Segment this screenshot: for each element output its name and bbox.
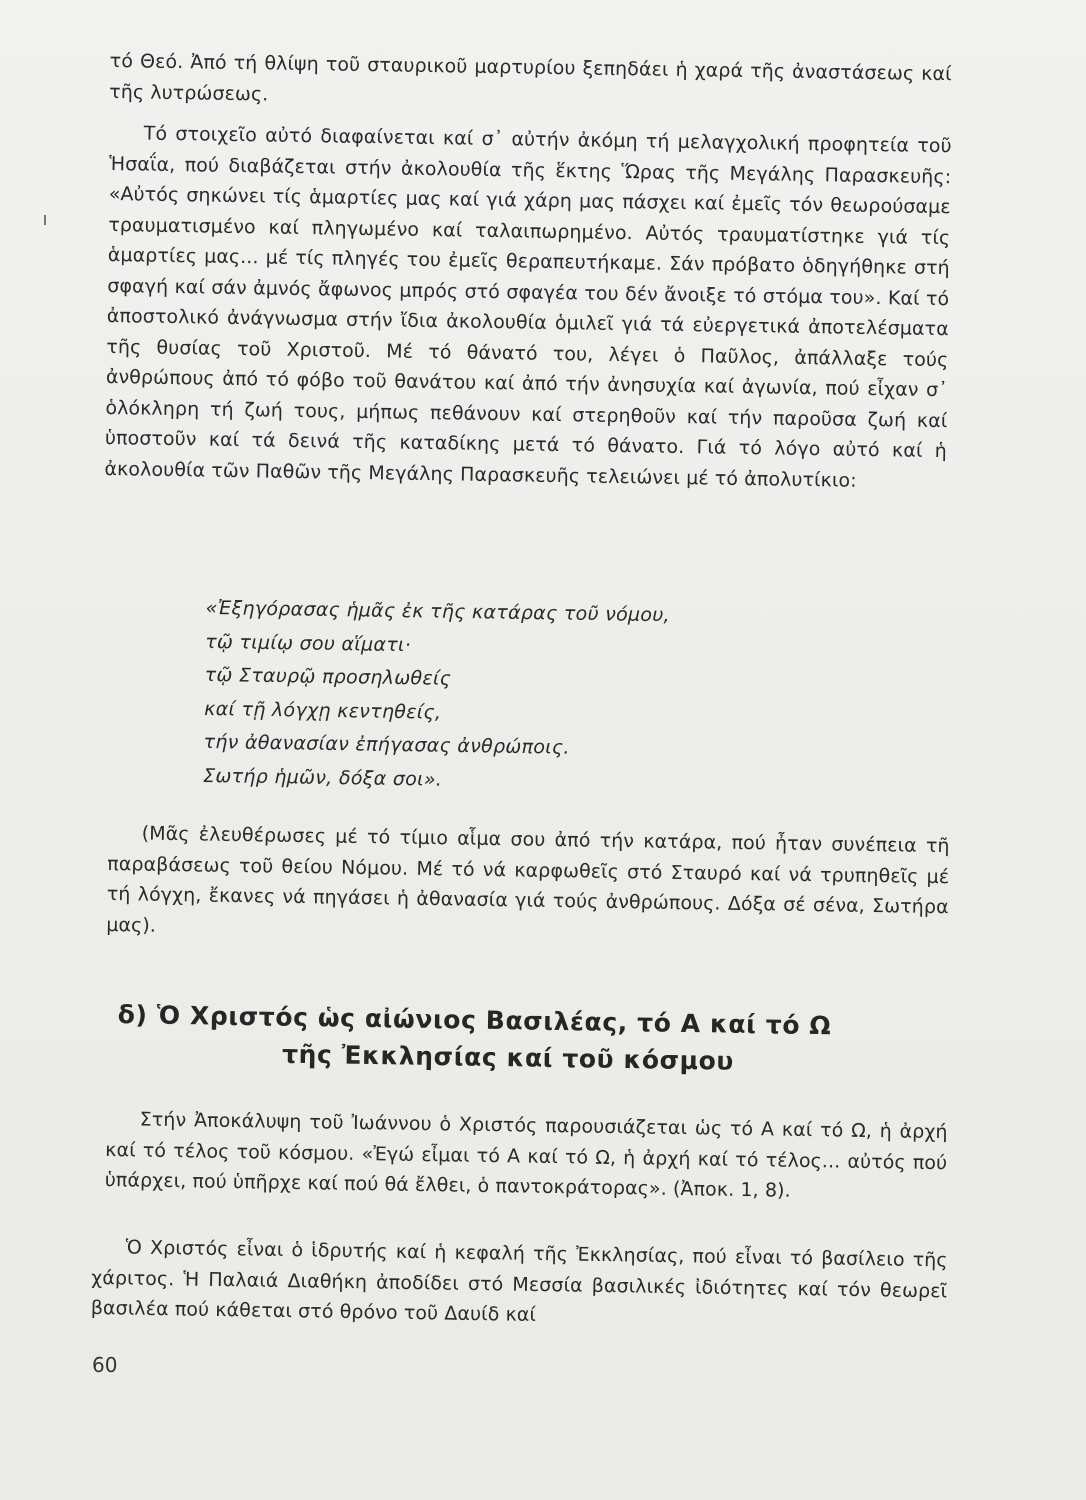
quote-line: Σωτήρ ἡμῶν, δόξα σοι». — [202, 764, 443, 791]
paragraph-indent — [106, 1125, 140, 1126]
paragraph-church-text: Ὁ Χριστός εἶναι ὁ ἱδρυτής καί ἡ κεφαλή τῆς Ἐκκλησίας, πού εἶναι τό βασίλειο τῆς χάριτος. Ἡ Παλαιά Διαθήκη ἀποδίδει στό Μεσσία βασιλικές ἰδιότητες καί τόν θεωρεῖ βασιλέα πού κάθεται στό θρόνο τοῦ Δαυίδ καί — [90, 1236, 948, 1326]
page-number: 60 — [92, 1353, 118, 1377]
section-heading-line2: τῆς Ἐκκλησίας καί τοῦ κόσμου — [281, 1039, 735, 1076]
quote-line: καί τῇ λόγχῃ κεντηθείς, — [203, 697, 442, 724]
paragraph-translation — [106, 818, 950, 953]
section-heading — [117, 996, 938, 1083]
paragraph-indent — [110, 139, 144, 140]
paragraph-indent — [92, 1253, 126, 1254]
paragraph-intro: τό Θεό. Ἀπό τή θλίψη τοῦ σταυρικοῦ μαρτυρίου ξεπηδάει ἡ χαρά τῆς ἀναστάσεως καί τῆς λυτρώσεως. — [109, 49, 952, 105]
quote-line: «Ἐξηγόρασας ἡμᾶς ἐκ τῆς κατάρας τοῦ νόμου, — [205, 596, 671, 627]
quote-line: τήν ἀθανασίαν ἐπήγασας ἀνθρώποις. — [203, 730, 570, 759]
quote-line: τῷ τιμίῳ σου αἵματι· — [205, 630, 412, 656]
paragraph-indent — [108, 839, 142, 840]
paragraph-revelation — [105, 1104, 948, 1209]
margin-mark — [44, 215, 46, 225]
section-heading-line1: δ) Ὁ Χριστός ὡς αἰώνιος Βασιλέας, τό Α καί τό Ω — [117, 999, 832, 1041]
paragraph-isaiah-text: Τό στοιχεῖο αὐτό διαφαίνεται καί σ᾽ αὐτήν ἀκόμη τή μελαγχολική προφητεία τοῦ Ἡσαΐα, πού διαβάζεται στήν ἀκολουθία τῆς ἕκτης Ὥρας τῆς Μεγάλης Παρασκευῆς: «Αὐτός σηκώνει τίς ἁμαρτίες μας καί γιά χάρη μας πάσχει καί ἐμεῖς τόν θεωρούσαμε τραυματισμένο καί πληγωμένο καί ταλαιπωρημένο. Αὐτός τραυματίστηκε γιά τίς ἁμαρτίες μας... μέ τίς πληγές του ἐμεῖς θεραπευτήκαμε. Σάν πρόβατο ὁδηγήθηκε στή σφαγή καί σάν ἀμνός ἄφωνος μπρός στό σφαγέα του δέν ἄνοιξε τό στόμα του». Καί τό ἀποστολικό ἀνάγνωσμα στήν ἴδια ἀκολουθία ὁμιλεῖ γιά τά εὐεργετικά ἀποτελέσματα τῆς θυσίας τοῦ Χριστοῦ. Μέ τό θάνατό του, λέγει ὁ Παῦλος, ἀπάλλαξε τούς ἀνθρώπους ἀπό τό φόβο τοῦ θανάτου καί ἀπό τήν ἀνησυχία καί ἀγωνία, πού εἶχαν σ᾽ ὁλόκληρη τή ζωή τους, μήπως πεθάνουν καί στερηθοῦν καί τήν παροῦσα ζωή καί ὑποστοῦν καί τά δεινά τῆς καταδίκης μετά τό θάνατο. Γιά τό λόγο αὐτό καί ἡ ἀκολουθία τῶν Παθῶν τῆς Μεγάλης Παρασκευῆς τελειώνει μέ τό ἀπολυτίκιο: — [104, 122, 952, 492]
quote-line: τῷ Σταυρῷ προσηλωθείς — [204, 663, 452, 690]
paragraph-translation-text: (Μᾶς ἐλευθέρωσες μέ τό τίμιο αἷμα σου ἀπό τήν κατάρα, πού ἦταν συνέπεια τῆ παραβάσεως τοῦ θείου Νόμου. Μέ τό νά καρφωθεῖς στό Σταυρό καί νά τρυπηθεῖς μέ τή λόγχη, ἔκανες νά πηγάσει ἡ ἀθανασία γιά τούς ἀνθρώπους. Δόξα σέ σένα, Σωτήρα μας). — [106, 822, 950, 937]
apolytikion-quote — [203, 592, 670, 800]
paragraph-revelation-text: Στήν Ἀποκάλυψη τοῦ Ἰωάννου ὁ Χριστός παρουσιάζεται ὡς τό Α καί τό Ω, ἡ ἀρχή καί τό τέλος τοῦ κόσμου. «Ἐγώ εἶμαι τό Α καί τό Ω, ἡ ἀρχή καί τό τέλος... αὐτός πού ὑπάρχει, πού ὑπῆρχε καί πού θά ἔλθει, ὁ παντοκράτορας». (Ἀποκ. 1, 8). — [104, 1108, 948, 1202]
paragraph-isaiah-prophecy — [104, 118, 952, 497]
paragraph-church-kingdom — [91, 1232, 948, 1337]
